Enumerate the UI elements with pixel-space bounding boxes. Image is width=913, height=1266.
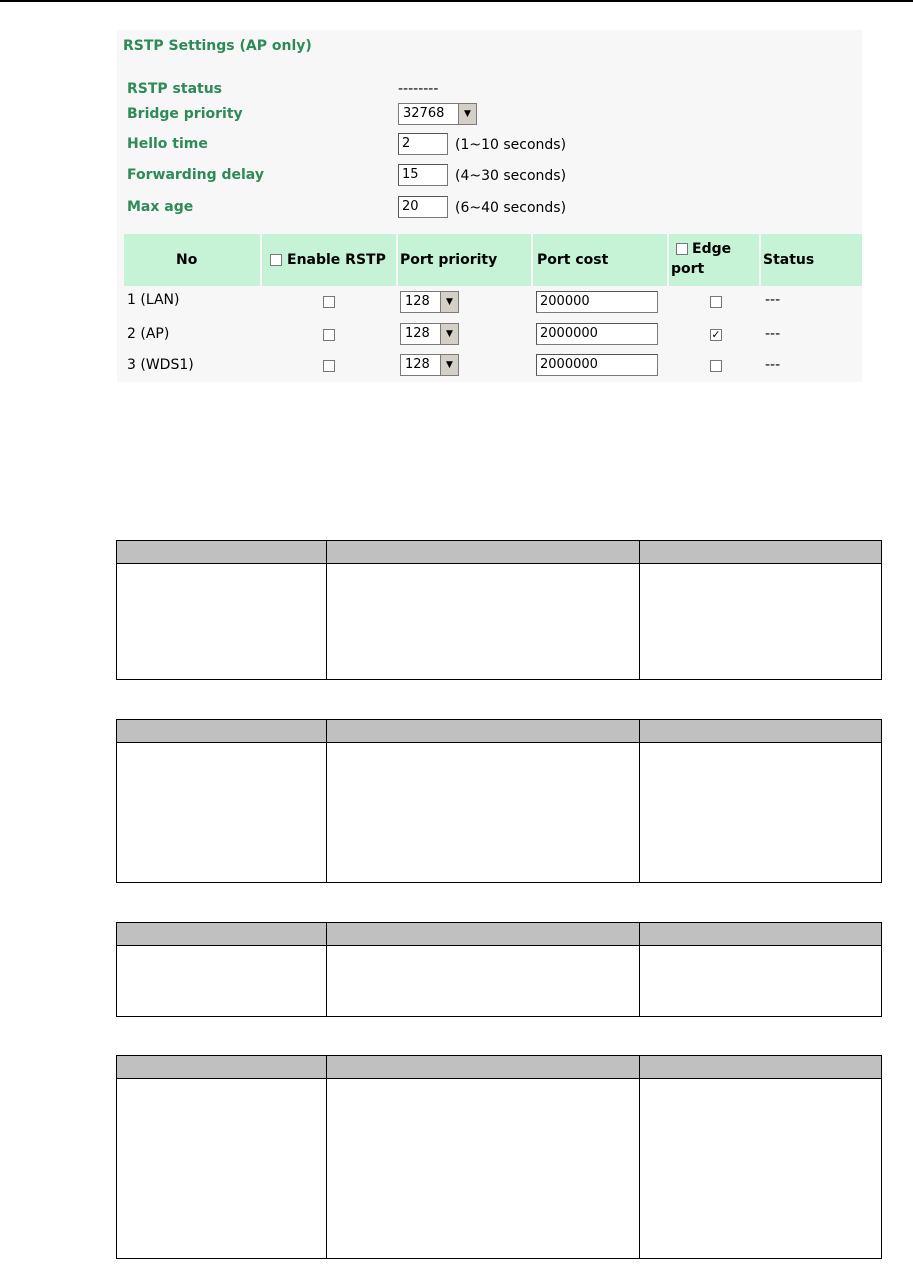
header-no: No [124, 234, 260, 286]
chevron-down-icon[interactable]: ▼ [440, 324, 458, 344]
port-priority-value: 128 [405, 326, 430, 341]
column-divider [639, 720, 640, 882]
description-table-1 [116, 540, 882, 680]
edge-port-all-checkbox[interactable] [676, 243, 688, 255]
port-status: --- [765, 292, 781, 308]
port-cost-input[interactable]: 200000 [536, 291, 658, 313]
port-priority-select[interactable] [400, 291, 459, 313]
port-priority-select[interactable] [400, 323, 459, 345]
port-priority-value: 128 [405, 357, 430, 372]
port-cost-input[interactable]: 2000000 [536, 323, 658, 345]
chevron-down-icon[interactable]: ▼ [458, 104, 476, 124]
column-divider [326, 541, 327, 679]
forwarding-delay-hint: (4~30 seconds) [455, 168, 567, 184]
table-header-row [117, 541, 881, 564]
max-age-label: Max age [127, 199, 194, 215]
max-age-hint: (6~40 seconds) [455, 200, 567, 216]
port-row-label: 1 (LAN) [127, 292, 180, 308]
rstp-status-value: -------- [398, 81, 439, 97]
bridge-priority-value: 32768 [403, 106, 445, 121]
port-priority-select[interactable] [400, 354, 459, 376]
column-divider [326, 1056, 327, 1258]
bridge-priority-label: Bridge priority [127, 106, 243, 122]
column-divider [639, 923, 640, 1016]
edge-port-checkbox[interactable] [710, 329, 722, 341]
header-rule [0, 0, 913, 2]
table-header-row [117, 720, 881, 743]
header-edge-port: Edge port [669, 234, 759, 286]
check-mark-icon: ✓ [711, 328, 721, 341]
enable-rstp-checkbox[interactable] [323, 360, 335, 372]
port-priority-value: 128 [405, 294, 430, 309]
header-status: Status [761, 234, 862, 286]
chevron-down-icon[interactable]: ▼ [440, 292, 458, 312]
column-divider [326, 923, 327, 1016]
table-header-row [117, 923, 881, 946]
enable-rstp-checkbox[interactable] [323, 296, 335, 308]
header-port-cost: Port cost [533, 234, 667, 286]
edge-port-checkbox[interactable] [710, 296, 722, 308]
max-age-input[interactable]: 20 [398, 196, 448, 218]
chevron-down-icon[interactable]: ▼ [440, 355, 458, 375]
description-table-4 [116, 1055, 882, 1259]
panel-title: RSTP Settings (AP only) [123, 38, 312, 54]
port-status: --- [765, 357, 781, 373]
port-cost-input[interactable]: 2000000 [536, 354, 658, 376]
bridge-priority-select[interactable] [398, 103, 477, 125]
header-enable-rstp: Enable RSTP [262, 234, 396, 286]
edge-port-checkbox[interactable] [710, 360, 722, 372]
rstp-status-label: RSTP status [127, 81, 223, 97]
forwarding-delay-input[interactable]: 15 [398, 164, 448, 186]
column-divider [639, 541, 640, 679]
rstp-settings-panel [117, 30, 862, 382]
port-row-label: 3 (WDS1) [127, 357, 194, 373]
port-table-header [124, 234, 862, 286]
header-port-priority: Port priority [398, 234, 531, 286]
description-table-3 [116, 922, 882, 1017]
hello-time-hint: (1~10 seconds) [455, 137, 567, 153]
table-header-row [117, 1056, 881, 1079]
port-status: --- [765, 326, 781, 342]
hello-time-input[interactable]: 2 [398, 133, 448, 155]
description-table-2 [116, 719, 882, 883]
hello-time-label: Hello time [127, 136, 208, 152]
column-divider [326, 720, 327, 882]
enable-rstp-checkbox[interactable] [323, 329, 335, 341]
column-divider [639, 1056, 640, 1258]
enable-rstp-all-checkbox[interactable] [270, 254, 282, 266]
forwarding-delay-label: Forwarding delay [127, 167, 264, 183]
port-row-label: 2 (AP) [127, 326, 170, 342]
